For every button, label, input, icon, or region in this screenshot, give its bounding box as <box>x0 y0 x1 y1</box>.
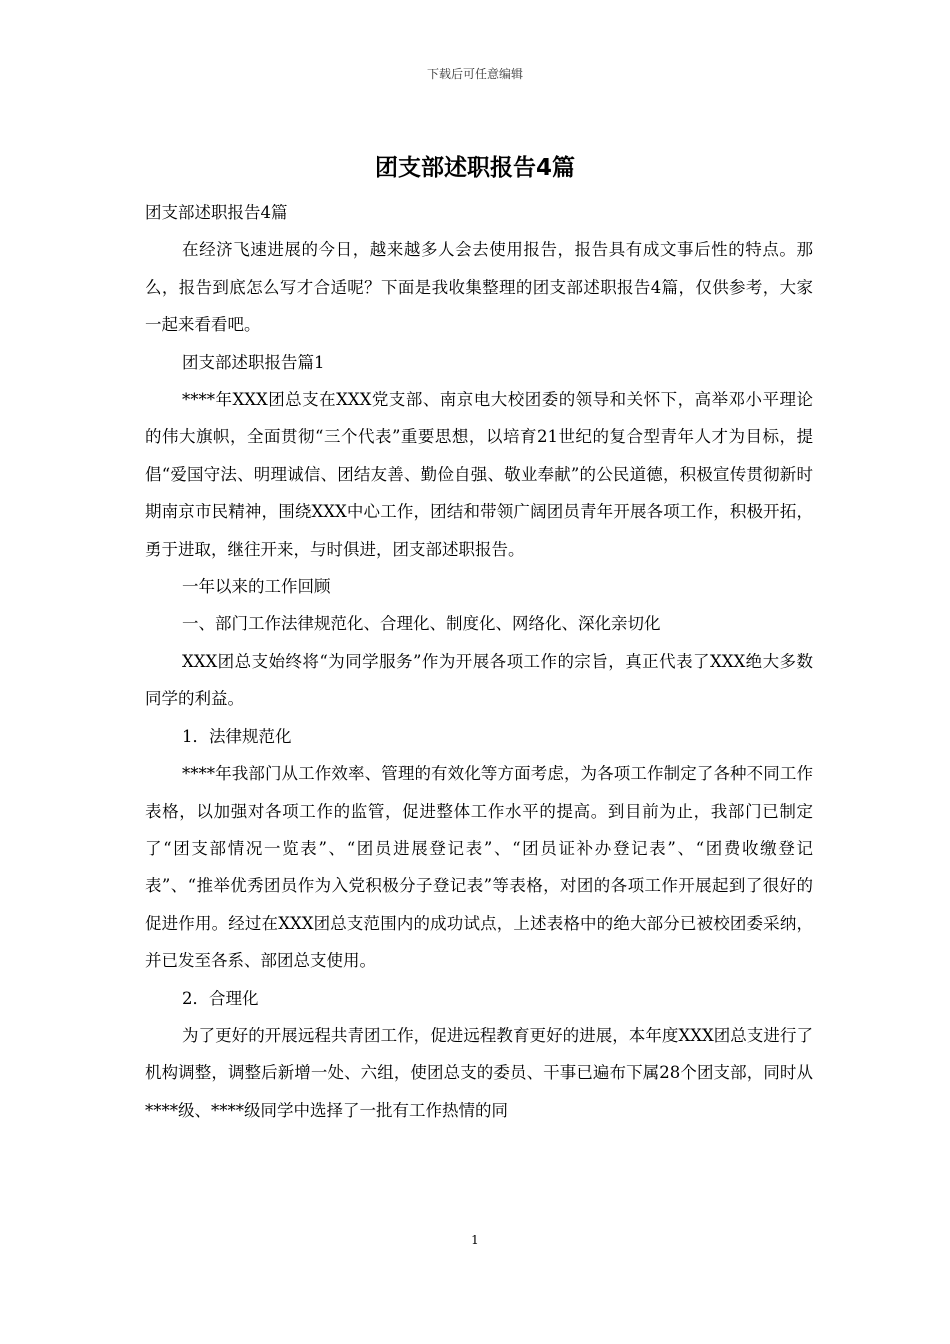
paragraph: 在经济飞速进展的今日，越来越多人会去使用报告，报告具有成文事后性的特点。那么，报告到底怎么写才合适呢？下面是我收集整理的团支部述职报告4篇，仅供参考，大家一起来看看吧。 <box>145 240 813 335</box>
document-body <box>145 194 813 1129</box>
paragraph: 团支部述职报告4篇 <box>145 203 288 222</box>
paragraph: ****年我部门从工作效率、管理的有效化等方面考虑，为各项工作制定了各种不同工作表格，以加强对各项工作的监管，促进整体工作水平的提高。到目前为止，我部门已制定了“团支部情况一览表”、“团员进展登记表”、“团员证补办登记表”、“团费收缴登记表”、“推举优秀团员作为入党积极分子登记表”等表格，对团的各项工作开展起到了很好的促进作用。经过在XXX团总支范围内的成功试点，上述表格中的绝大部分已被校团委采纳，并已发至各系、部团总支使用。 <box>145 764 813 971</box>
paragraph: 为了更好的开展远程共青团工作，促进远程教育更好的进展，本年度XXX团总支进行了机构调整，调整后新增一处、六组，使团总支的委员、干事已遍布下属28个团支部，同时从****级、****级同学中选择了一批有工作热情的同 <box>145 1025 813 1120</box>
page-header: 下载后可任意编辑 <box>426 67 523 81</box>
document-title: 团支部述职报告4篇 <box>374 155 575 181</box>
paragraph: 1．法律规范化 <box>182 726 292 746</box>
paragraph: 团支部述职报告篇1 <box>182 352 325 372</box>
paragraph: 2．合理化 <box>182 988 259 1008</box>
paragraph: ****年XXX团总支在XXX党支部、南京电大校团委的领导和关怀下，高举邓小平理论的伟大旗帜，全面贯彻“三个代表”重要思想，以培育21世纪的复合型青年人才为目标，提倡“爱国守法、明理诚信、团结友善、勤俭自强、敬业奉献”的公民道德，积极宣传贯彻新时期南京市民精神，围绕XXX中心工作，团结和带领广阔团员青年开展各项工作，积极开拓，勇于进取，继往开来，与时俱进，团支部述职报告。 <box>145 390 813 559</box>
paragraph: 一年以来的工作回顾 <box>182 577 331 597</box>
paragraph: XXX团总支始终将“为同学服务”作为开展各项工作的宗旨，真正代表了XXX绝大多数同学的利益。 <box>145 651 813 709</box>
paragraph: 一、部门工作法律规范化、合理化、制度化、网络化、深化亲切化 <box>182 614 661 634</box>
page-number: 1 <box>471 1233 479 1247</box>
